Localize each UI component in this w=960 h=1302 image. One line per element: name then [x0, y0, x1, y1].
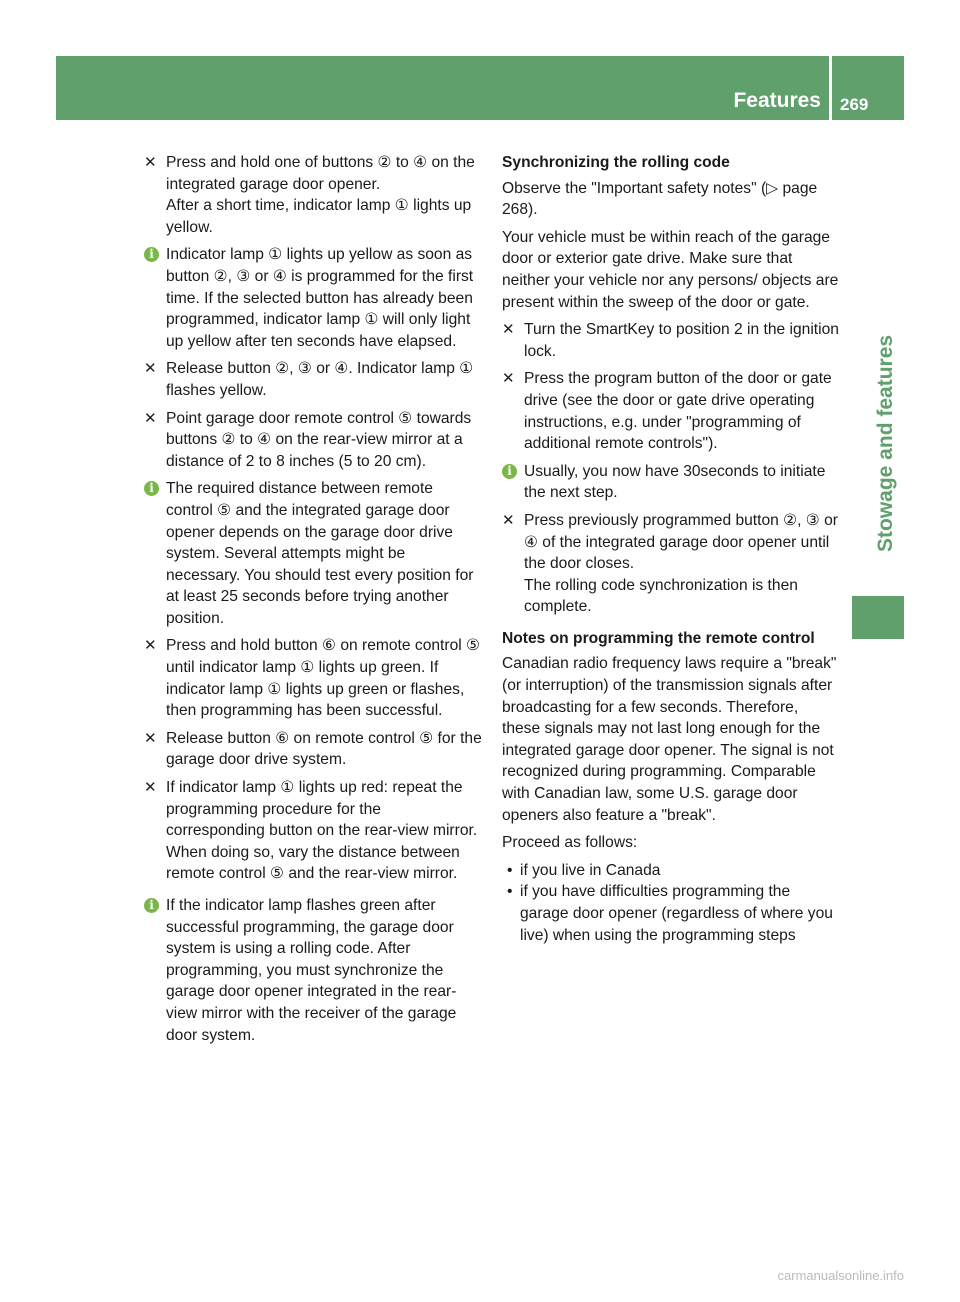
step-continuation: After a short time, indicator lamp ① lights up yellow.	[166, 197, 472, 236]
step-arrow-icon: ✕	[502, 321, 515, 339]
section-label: Stowage and features	[874, 334, 897, 552]
step-point-remote	[144, 408, 482, 473]
step-text: Press the program button of the door or gate drive (see the door or gate drive operating instructions, e.g. under "programming of additional remote controls").	[524, 370, 832, 453]
info-note-first-programming	[144, 244, 482, 352]
step-arrow-icon: ✕	[144, 779, 157, 797]
step-release-remote-button	[144, 728, 482, 771]
step-arrow-icon: ✕	[502, 370, 515, 388]
page-number: 269	[840, 95, 869, 114]
section-heading-sync: Synchronizing the rolling code	[502, 154, 730, 171]
step-arrow-icon: ✕	[144, 154, 157, 171]
left-column	[144, 152, 482, 1052]
step-red-lamp-repeat	[144, 777, 482, 885]
sync-intro: Observe the "Important safety notes" (▷ page 268).	[502, 179, 818, 219]
step-release-button	[144, 358, 482, 401]
info-icon: i	[144, 247, 159, 262]
section-tab	[852, 122, 904, 560]
right-column	[502, 152, 840, 946]
info-icon: i	[144, 481, 159, 496]
bullet-text: if you live in Canada	[520, 861, 661, 879]
info-text: Indicator lamp ① lights up yellow as soon as button ②, ③ or ④ is programmed for the first time. If the selected button has already been programmed, indicator lamp ① will only light up yellow after ten seconds have elapsed.	[166, 246, 474, 350]
bullet-icon: •	[507, 883, 513, 901]
step-arrow-icon: ✕	[144, 637, 157, 655]
step-text: If indicator lamp ① lights up red: repeat the programming procedure for the corresponding button on the rear-view mirror. When doing so, vary the distance between remote control ⑤ and the rear-view mirror.	[166, 779, 478, 883]
info-note-rolling-code	[144, 895, 482, 1046]
step-turn-smartkey	[502, 319, 840, 362]
list-item	[502, 881, 840, 946]
step-arrow-icon: ✕	[144, 360, 157, 378]
info-note-30-seconds	[502, 461, 840, 504]
list-item	[502, 860, 840, 882]
section-heading-notes: Notes on programming the remote control	[502, 629, 815, 647]
info-text: If the indicator lamp flashes green after successful programming, the garage door system is using a rolling code. After programming, you must synchronize the garage door opener integrated in the rear-view mirror with the receiver of the garage door system.	[166, 897, 457, 1044]
step-text: Release button ⑥ on remote control ⑤ for the garage door drive system.	[166, 729, 482, 769]
step-press-programmed-button	[502, 510, 840, 618]
sync-reach-text: Your vehicle must be within reach of the garage door or exterior gate drive. Make sure that neither your vehicle nor any persons/ objects are present within the sweep of the door or gate.	[502, 228, 839, 311]
info-text: Usually, you now have 30seconds to initiate the next step.	[524, 462, 826, 502]
bullet-text: if you have difficulties programming the garage door opener (regardless of where you live) when using the programming steps	[520, 883, 833, 944]
notes-text: Canadian radio frequency laws require a "break" (or interruption) of the transmission signals after broadcasting for a few seconds. Therefore, these signals may not last long enough for the integrated garage door opener. The signal is not recognized during programming. Comparable with Canadian law, some U.S. garage door openers also feature a "break".	[502, 655, 837, 824]
step-press-hold-buttons	[144, 152, 482, 238]
step-text: Press and hold one of buttons ② to ④ on the integrated garage door opener.	[166, 154, 475, 193]
section-marker-block	[852, 596, 904, 639]
step-press-remote-button	[144, 635, 482, 721]
bullet-icon: •	[507, 861, 513, 879]
header-divider	[829, 56, 832, 120]
page-title: Features	[733, 89, 821, 112]
step-arrow-icon: ✕	[502, 511, 515, 529]
step-arrow-icon: ✕	[144, 409, 157, 427]
step-text: Press previously programmed button ②, ③ or ④ of the integrated garage door opener until the door closes.	[524, 511, 838, 573]
info-note-distance	[144, 478, 482, 629]
step-text: Release button ②, ③ or ④. Indicator lamp ① flashes yellow.	[166, 360, 474, 399]
step-arrow-icon: ✕	[144, 729, 157, 747]
watermark: carmanualsonline.info	[777, 1268, 904, 1283]
step-continuation: The rolling code synchronization is then complete.	[524, 576, 798, 616]
step-text: Point garage door remote control ⑤ towards buttons ② to ④ on the rear-view mirror at a distance of 2 to 8 inches (5 to 20 cm).	[166, 409, 472, 470]
info-icon: i	[144, 898, 159, 913]
info-text: The required distance between remote control ⑤ and the integrated garage door opener depends on the garage door drive system. Several attempts might be necessary. You should test every position for at least 25 seconds before trying another position.	[166, 480, 474, 627]
step-text: Press and hold button ⑥ on remote control ⑤ until indicator lamp ① lights up green. If indicator lamp ① lights up green or flashes, then programming has been successful.	[166, 637, 481, 720]
proceed-text: Proceed as follows:	[502, 834, 638, 852]
info-icon: i	[502, 464, 517, 479]
step-text: Turn the SmartKey to position 2 in the ignition lock.	[524, 321, 839, 360]
step-press-program-button	[502, 368, 840, 454]
